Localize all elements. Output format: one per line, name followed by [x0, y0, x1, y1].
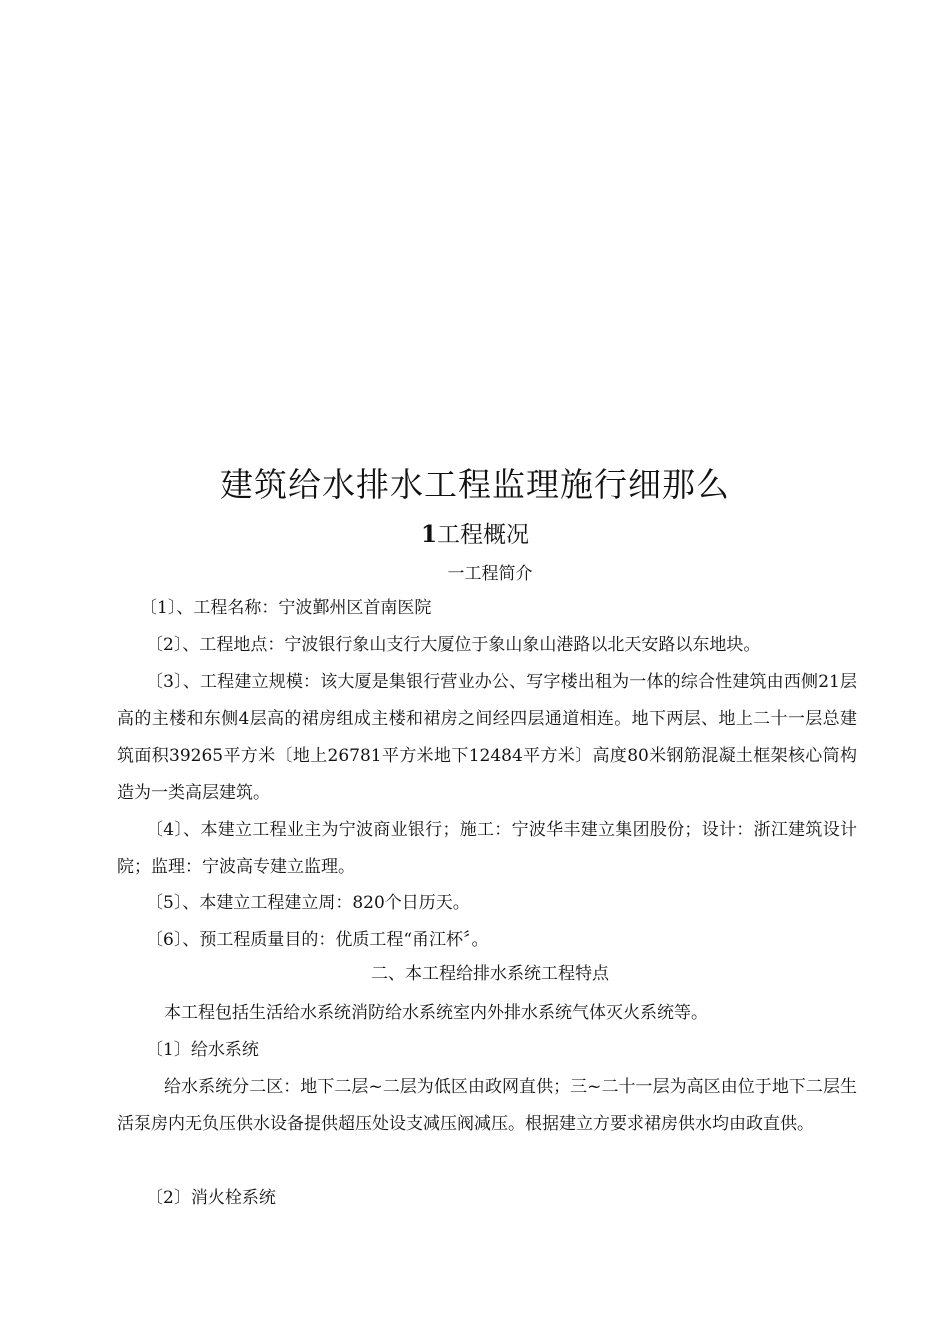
section-heading: [0, 518, 950, 552]
item-project-name: 〔1〕、工程名称：宁波鄞州区首南医院: [140, 598, 432, 618]
subsection-heading-overview: 一工程简介: [447, 564, 533, 584]
item-quality-goal: 〔6〕、预工程质量目的：优质工程“甬江杯〞。: [146, 930, 489, 950]
subsection-heading-features: 二、本工程给排水系统工程特点: [371, 964, 609, 984]
section-number: 1: [420, 521, 437, 548]
document-title: 建筑给水排水工程监理施行细那么: [220, 465, 730, 504]
system-intro: 本工程包括生活给水系统消防给水系统室内外排水系统气体灭火系统等。: [164, 1003, 708, 1023]
item-project-scale: 〔3〕、工程建立规模：该大厦是集银行营业办公、写字楼出租为一体的综合性建筑由西侧21层高的主楼和东侧4层高的裙房组成主楼和裙房之间经四层通道相连。地下两层、地上二十一层总建筑面积39265平方米〔地上26781平方米地下12484平方米〕高度80米钢筋混凝土框架核心筒构造为一类高层建筑。: [117, 672, 857, 803]
water-supply-heading: 〔1〕给水系统: [146, 1040, 259, 1060]
hydrant-heading: 〔2〕消火栓系统: [146, 1188, 276, 1208]
section-title: 工程概况: [437, 522, 529, 548]
water-supply-text: 给水系统分二区：地下二层~二层为低区由政网直供；三~二十一层为高区由位于地下二层生活泵房内无负压供水设备提供超压处设支减压阀减压。根据建立方要求裙房供水均由政直供。: [117, 1077, 857, 1134]
item-project-parties: 〔4〕、本建立工程业主为宁波商业银行；施工：宁波华丰建立集团股份；设计：浙江建筑设计院；监理：宁波高专建立监理。: [117, 820, 857, 877]
item-project-location: 〔2〕、工程地点：宁波银行象山支行大厦位于象山象山港路以北天安路以东地块。: [146, 635, 761, 655]
item-project-period: 〔5〕、本建立工程建立周：820个日历天。: [146, 893, 470, 913]
